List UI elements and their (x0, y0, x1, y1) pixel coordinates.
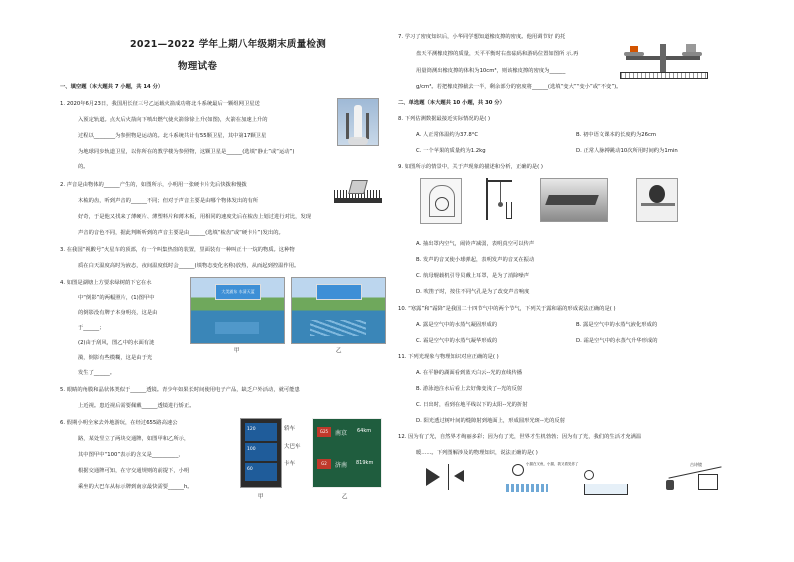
q9-stem: 9. 如图所示的情景中，关于声现象的描述和分析，正确的是( ) (398, 164, 543, 170)
q10-option-b: B. 露是空气中的水蒸气液化形成的 (576, 322, 658, 328)
q8-option-b: B. 初中语文课本的长度约为26cm (576, 132, 657, 138)
speed-60: 60 (247, 467, 253, 472)
q9-option-b: B. 发声的音叉使小球弹起，表明发声的音叉在振动 (416, 257, 535, 263)
label-car: 轿车 (284, 426, 296, 432)
q9-option-d: D. 吹笛子时，按住不同气孔是为了改变声音响度 (416, 289, 530, 295)
q4-line: 中“倒影”的两幅照片，(1)图甲中 (78, 295, 155, 301)
q12-fig-fishing-cat (500, 460, 579, 496)
q6-line: 6. 假期小明全家去外地游玩，在经过655路高速公 (60, 420, 178, 426)
q4-line: (2)由于刮风，图乙中的水面有涟 (78, 340, 155, 346)
q3-line: 质在白天温度高时为液态，夜间温度低时会______(填物态变化名称)放热，从而起到控温作用。 (78, 263, 300, 269)
q10-stem: 10. “寒露”和“霜降”是我国二十四节气中的两个节气，下列关于露和霜的形成说法正确的是( ) (398, 306, 616, 312)
q9-aircraft-carrier (540, 178, 608, 222)
q11-option-b: B. 游泳池注水后看上去好像变浅了--光的反射 (416, 386, 523, 392)
q2-line: 声音的音色不同，据此判断听到的声音主要是由______(选填“梳齿”或“硬卡片”)发出的。 (78, 230, 284, 236)
reflection-photo-yi (291, 277, 386, 344)
q4-line: 发生了______。 (78, 370, 116, 376)
section-single-choice: 二、单选题（本大题共 10 小题，共 30 分） (398, 100, 505, 106)
q10-option-c: C. 霜是空气中的水蒸气凝华形成的 (416, 338, 498, 344)
q11-stem: 11. 下列光现象与物理知识对应正确的是( ) (398, 354, 499, 360)
q6-line: 其中图甲中“100”表示的含义是__________， (78, 452, 184, 458)
q1-line: 过程以________为参照物是运动的。北斗系统共计有55颗卫星，其中第17颗卫星 (78, 133, 267, 139)
exam-title: 2021—2022 学年上期八年级期末质量检测 (130, 39, 327, 50)
section-fill-in: 一、填空题（本大题共 7 小题，共 14 分） (60, 84, 164, 90)
fig-label-jia: 甲 (234, 348, 240, 354)
balance-figure (620, 34, 706, 78)
q2-line: 木梳的齿，听到声音的______不同；但对于声音主要是由哪个物体发出的有所 (78, 198, 259, 204)
q12-fig-light-path (420, 462, 470, 492)
q1-line: 1. 2020年6月23日，我国用长征三号乙运载火箭成功将北斗系统最后一颗组网卫星送 (60, 101, 260, 107)
fig6-label-jia: 甲 (258, 494, 264, 500)
q1-line: 为地球同步轨道卫星，以你所在的教学楼为参照物，这颗卫星是______(选填“静止”或“运动”) (78, 149, 295, 155)
q9-bell-jar (420, 178, 462, 224)
q4-line: 漪，倒影有些模糊，这是由于光 (78, 355, 153, 361)
q12-line: 12. 因为有了光，自然界才绚丽多彩；因为有了光，世界才生机勃勃；因为有了光，我们的生活才充满温 (398, 434, 642, 440)
comb-figure (330, 180, 384, 210)
q8-option-c: C. 一个苹果的质量约为1.2kg (416, 148, 486, 154)
q11-option-d: D. 阳光透过树叶间的缝隙射到地面上，形成圆形光斑--光的反射 (416, 418, 565, 424)
speed-100: 100 (247, 447, 256, 452)
reflection-photo-jia (190, 277, 285, 344)
q4-line: 4. 如图是湖塘上方要求绿树荫下它在水 (60, 280, 152, 286)
fig-label-yi: 乙 (336, 348, 342, 354)
q7-line: g/cm³。若把橡皮擦截去一半，剩余部分的密度将______(选填“变大”“变小”或“不变”)。 (416, 84, 622, 90)
dist-jinan: 819km (356, 460, 374, 466)
city-nanjing: 南京 (335, 430, 348, 437)
q7-line: 用量筒测出橡皮擦的体积为10cm³，则该橡皮擦的密度为______ (416, 68, 566, 74)
q10-option-d: D. 霜是空气中的水蒸气升华形成的 (576, 338, 658, 344)
q12-fig4-caption: 古诗镜 (690, 462, 702, 467)
fig6-label-yi: 乙 (342, 494, 348, 500)
q10-option-a: A. 露是空气中的水蒸气凝固形成的 (416, 322, 498, 328)
q7-line: 7. 学习了密度知识后，小华同学想知道橡皮擦的密度。他用调节好 的托 (398, 34, 566, 40)
q7-line: 盘天平测橡皮擦的质量，天平平衡时右盘砝码和游码位置如图所 示,再 (416, 51, 579, 57)
rocket-figure (337, 98, 379, 146)
label-bus: 大巴车 (284, 444, 301, 450)
q6-line: 根据交通牌可知，在守交通规则的前提下，小明 (78, 468, 190, 474)
city-jinan: 济南 (335, 462, 348, 469)
q12-fig-pool (580, 464, 630, 496)
dist-nanjing: 64km (357, 428, 372, 434)
q12-fig-periscope (660, 460, 730, 496)
q9-flute-player (636, 178, 678, 222)
q8-stem: 8. 下列估测数据最接近实际情况的是( ) (398, 116, 491, 122)
speed-limit-sign (240, 418, 282, 488)
road-g25: G25 (317, 427, 331, 437)
q12-fig3-caption: 小猫在叉鱼，小猫，我叉看见你了 (526, 462, 579, 466)
q4-line: 于______； (78, 325, 105, 331)
q9-tuning-fork (478, 176, 522, 224)
q3-line: 3. 在我国“视酸号”火星车的顶部，有一个叫集热窗的装置，里面装有一种叫正十一烷的物质。这种物 (60, 247, 295, 253)
q1-line: 入预定轨道。点火后火箭向下喷出燃气使火箭徐徐上升(如图)，火箭在加速上升的 (78, 117, 268, 123)
q8-option-d: D. 正常人脉搏跳动10次所用时间约为1min (576, 148, 678, 154)
q8-option-a: A. 人正常体温约为37.8°C (416, 132, 479, 138)
q2-line: 2. 声音是由物体的______产生的，如图所示，小明用一张硬卡片先后快拨和慢拨 (60, 182, 247, 188)
q9-option-a: A. 抽出罩内空气，闹铃声减弱，表明真空可以传声 (416, 241, 535, 247)
subject-title: 物理试卷 (178, 61, 218, 72)
q11-option-a: A. 在平静的湖面看到蓝天白云--光的直线传播 (416, 370, 523, 376)
sign-board: 大美浦东 水清天蓝 (215, 284, 261, 300)
speed-120: 120 (247, 427, 256, 432)
q12-line: 暖......。下列图解涉及的物理知识，说法正确的是( ) (416, 450, 538, 456)
road-g2: G2 (317, 459, 331, 469)
q9-option-c: C. 航母舰载机引导员戴上耳罩，是为了消除噪声 (416, 273, 530, 279)
distance-sign (312, 418, 382, 488)
q1-line: 的。 (78, 164, 89, 170)
q5-line: 上近视。患近视后需要佩戴______透镜进行矫正。 (78, 403, 195, 409)
q2-line: 好奇，于是他又找来了薄硬片、薄塑料片和薄木板，用相同的速度先后在梳齿上划过进行对比，发现 (78, 214, 312, 220)
q6-line: 路，某处竖立了两块交通牌，如图甲和乙所示， (78, 436, 190, 442)
q4-line: 的倒影没有牌子本身明亮，这是由 (78, 310, 158, 316)
q11-option-c: C. 日出时，看到在地平线以下的太阳--光的折射 (416, 402, 528, 408)
label-truck: 卡车 (284, 461, 296, 467)
q5-line: 5. 眼睛的角膜和晶状体类似于______透镜。青少年如果长时间使用电子产品，缺乏户外活动，就可能患 (60, 387, 300, 393)
q6-line: 乘坐的大巴车从标示牌到南京最快需要______h。 (78, 484, 193, 490)
